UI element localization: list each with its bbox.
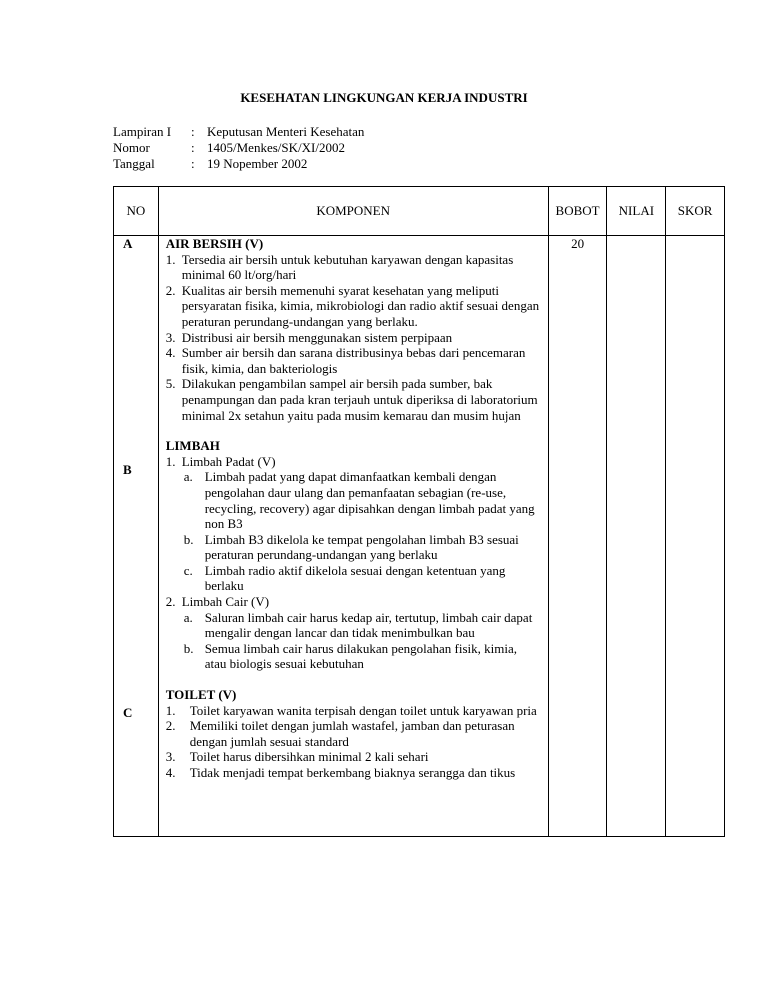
item-number: 5. xyxy=(165,376,176,392)
meta-separator: : xyxy=(191,140,195,155)
skor-cell xyxy=(666,236,725,837)
section-heading-limbah: LIMBAH xyxy=(165,438,220,454)
item-text: Limbah Padat (V) xyxy=(181,453,276,469)
item-letter: b. xyxy=(183,640,194,656)
item-text: Toilet harus dibersihkan minimal 2 kali sehari xyxy=(189,749,429,765)
item-text: Saluran limbah cair harus kedap air, tertutup, limbah cair dapat mengalir dengan lancar dan tidak menimbulkan bau xyxy=(204,609,533,641)
meta-value: 19 Nopember 2002 xyxy=(207,156,308,171)
item-text: Limbah radio aktif dikelola sesuai dengan ketentuan yang berlaku xyxy=(204,562,506,594)
bobot-value: 20 xyxy=(571,236,585,251)
list-item xyxy=(166,345,542,376)
item-text: Sumber air bersih dan sarana distribusinya bebas dari pencemaran fisik, kimia, dan bakteriologis xyxy=(181,345,526,376)
meta-row-lampiran xyxy=(113,124,364,140)
section-letter-a: A xyxy=(123,236,133,251)
item-text: Distribusi air bersih menggunakan sistem perpipaan xyxy=(181,329,453,345)
item-text: Limbah Cair (V) xyxy=(181,594,270,610)
meta-row-nomor xyxy=(113,140,364,156)
item-text: Limbah padat yang dapat dimanfaatkan kembali dengan pengolahan daur ulang dan pemanfaatan sebagian (re-use, recycling, recovery) agar dipisahkan dengan limbah padat yang non B3 xyxy=(204,469,535,532)
list-item xyxy=(166,252,542,283)
document-meta xyxy=(113,124,364,172)
list-item xyxy=(166,283,542,330)
section-letter-c: C xyxy=(123,705,133,720)
item-letter: a. xyxy=(183,469,193,485)
item-number: 3. xyxy=(165,749,176,765)
meta-value: 1405/Menkes/SK/XI/2002 xyxy=(207,140,345,155)
list-item xyxy=(166,376,542,423)
list-item xyxy=(166,765,542,781)
nilai-cell xyxy=(607,236,666,837)
item-text: Tersedia air bersih untuk kebutuhan karyawan dengan kapasitas minimal 60 lt/org/hari xyxy=(181,251,514,283)
no-cell xyxy=(114,236,159,837)
item-text: Kualitas air bersih memenuhi syarat kesehatan yang meliputi persyaratan fisika, kimia, mikrobiologi dan radio aktif sesuai dengan peraturan perundang-undangan yang berlaku. xyxy=(181,282,540,329)
sub-list-item xyxy=(166,563,542,594)
item-letter: c. xyxy=(183,562,193,578)
section-heading-toilet: TOILET (V) xyxy=(165,687,237,703)
item-number: 2. xyxy=(165,718,176,734)
list-item xyxy=(166,330,542,346)
meta-value: Keputusan Menteri Kesehatan xyxy=(207,124,365,139)
section-letter-b: B xyxy=(123,462,132,477)
meta-key: Nomor xyxy=(113,140,150,155)
item-letter: a. xyxy=(183,609,193,625)
item-letter: b. xyxy=(183,531,194,547)
list-item xyxy=(166,594,542,610)
list-item xyxy=(166,703,542,719)
item-number: 2. xyxy=(165,282,176,298)
table-row xyxy=(114,236,725,837)
sub-list-item xyxy=(166,641,542,672)
section-heading-air-bersih: AIR BERSIH (V) xyxy=(165,236,264,251)
meta-key: Tanggal xyxy=(113,156,155,171)
item-text: Tidak menjadi tempat berkembang biaknya serangga dan tikus xyxy=(189,765,516,780)
meta-key: Lampiran I xyxy=(113,124,172,139)
header-nilai: NILAI xyxy=(607,187,666,236)
header-komponen: KOMPONEN xyxy=(158,187,548,236)
item-number: 1. xyxy=(165,702,176,718)
item-text: Dilakukan pengambilan sampel air bersih pada sumber, bak penampungan dan pada kran terjauh untuk diperiksa di laboratorium minimal 2x setahun yaitu pada musim kemarau dan musim hujan xyxy=(181,376,538,423)
meta-separator: : xyxy=(191,124,195,139)
sub-list-item xyxy=(166,469,542,531)
item-text: Toilet karyawan wanita terpisah dengan toilet untuk karyawan pria xyxy=(189,702,537,718)
item-number: 4. xyxy=(165,345,176,361)
sub-list-item xyxy=(166,610,542,641)
item-text: Semua limbah cair harus dilakukan pengolahan fisik, kimia, atau biologis sesuai kebutuhan xyxy=(204,640,517,672)
meta-separator: : xyxy=(191,156,195,171)
item-number: 1. xyxy=(165,453,176,469)
list-item xyxy=(166,749,542,765)
item-number: 3. xyxy=(165,329,176,345)
item-text: Memiliki toilet dengan jumlah wastafel, jamban dan peturasan dengan jumlah sesuai standard xyxy=(189,718,515,749)
item-number: 1. xyxy=(165,251,176,267)
table-header-row xyxy=(114,187,725,236)
list-item xyxy=(166,718,542,749)
item-number: 2. xyxy=(165,594,176,610)
list-item xyxy=(166,454,542,470)
komponen-cell xyxy=(158,236,548,837)
meta-row-tanggal xyxy=(113,156,364,172)
item-text: Limbah B3 dikelola ke tempat pengolahan limbah B3 sesuai peraturan perundang-undangan yang berlaku xyxy=(204,531,519,563)
bobot-cell xyxy=(548,236,607,837)
header-skor: SKOR xyxy=(666,187,725,236)
assessment-table xyxy=(113,186,725,837)
document-title: KESEHATAN LINGKUNGAN KERJA INDUSTRI xyxy=(240,90,528,105)
header-no: NO xyxy=(114,187,159,236)
header-bobot: BOBOT xyxy=(548,187,607,236)
sub-list-item xyxy=(166,532,542,563)
item-number: 4. xyxy=(165,765,176,780)
